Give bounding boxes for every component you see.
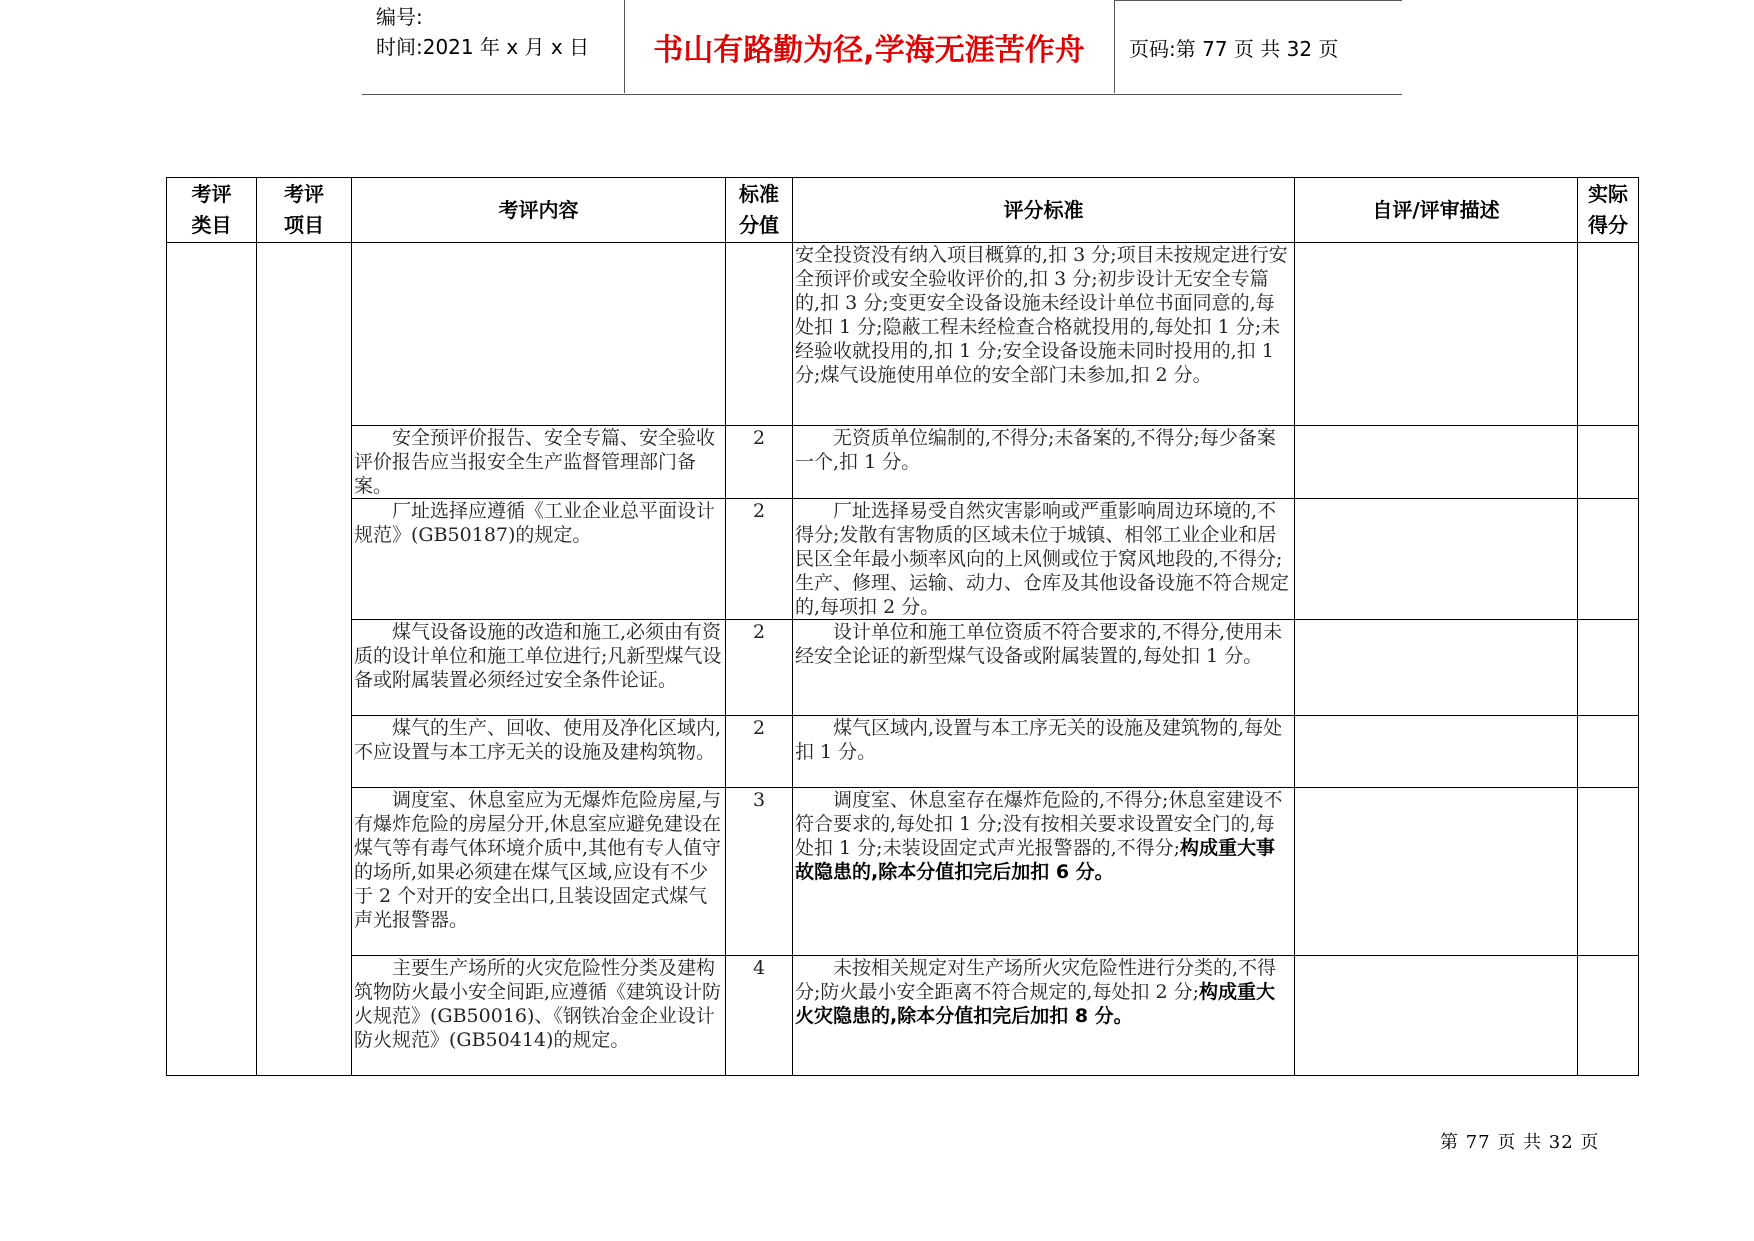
table-header-row bbox=[167, 178, 1639, 243]
header-self-review: 自评/评审描述 bbox=[1295, 178, 1578, 243]
criteria-text: 无资质单位编制的,不得分;未备案的,不得分;每少备案一个,扣 1 分。 bbox=[795, 427, 1276, 473]
content-cell bbox=[352, 243, 726, 426]
self-review-cell bbox=[1295, 426, 1578, 499]
header-page-label: 页码:第 77 页 共 32 页 bbox=[1115, 0, 1402, 93]
criteria-cell bbox=[793, 716, 1295, 788]
criteria-cell bbox=[793, 788, 1295, 956]
table-row bbox=[167, 716, 1639, 788]
criteria-cell bbox=[793, 243, 1295, 426]
score-cell: 2 bbox=[726, 716, 793, 788]
criteria-bold-text: 构成重大事故隐患的,除本分值扣完后加扣 6 分。 bbox=[795, 837, 1276, 883]
category-cell bbox=[167, 243, 257, 1076]
header-category: 考评类目 bbox=[167, 178, 257, 243]
score-cell bbox=[726, 243, 793, 426]
criteria-text: 未按相关规定对生产场所火灾危险性进行分类的,不得分;防火最小安全距离不符合规定的,每处扣 2 分; bbox=[795, 957, 1277, 1003]
actual-score-cell bbox=[1578, 716, 1639, 788]
content-cell: 煤气的生产、回收、使用及净化区域内,不应设置与本工序无关的设施及建构筑物。 bbox=[352, 716, 726, 788]
self-review-cell bbox=[1295, 788, 1578, 956]
item-cell bbox=[257, 243, 352, 1076]
table-row bbox=[167, 426, 1639, 499]
self-review-cell bbox=[1295, 243, 1578, 426]
self-review-cell bbox=[1295, 499, 1578, 620]
page-footer: 第 77 页 共 32 页 bbox=[1440, 1132, 1600, 1153]
self-review-cell bbox=[1295, 620, 1578, 716]
content-cell: 厂址选择应遵循《工业企业总平面设计规范》(GB50187)的规定。 bbox=[352, 499, 726, 620]
criteria-cell bbox=[793, 426, 1295, 499]
table-row bbox=[167, 243, 1639, 426]
number-label: 编号: bbox=[376, 5, 423, 29]
header-actual-score: 实际得分 bbox=[1578, 178, 1639, 243]
criteria-cell bbox=[793, 956, 1295, 1076]
actual-score-cell bbox=[1578, 956, 1639, 1076]
header-content: 考评内容 bbox=[352, 178, 726, 243]
table-row bbox=[167, 956, 1639, 1076]
self-review-cell bbox=[1295, 956, 1578, 1076]
header-motto: 书山有路勤为径,学海无涯苦作舟 bbox=[624, 0, 1115, 93]
page-header bbox=[362, 0, 1402, 95]
content-cell: 安全预评价报告、安全专篇、安全验收评价报告应当报安全生产监督管理部门备案。 bbox=[352, 426, 726, 499]
header-meta bbox=[362, 0, 625, 93]
header-criteria: 评分标准 bbox=[793, 178, 1295, 243]
table-row bbox=[167, 620, 1639, 716]
score-cell: 3 bbox=[726, 788, 793, 956]
content-cell: 煤气设备设施的改造和施工,必须由有资质的设计单位和施工单位进行;凡新型煤气设备或附属装置必须经过安全条件论证。 bbox=[352, 620, 726, 716]
score-cell: 4 bbox=[726, 956, 793, 1076]
actual-score-cell bbox=[1578, 499, 1639, 620]
criteria-text: 厂址选择易受自然灾害影响或严重影响周边环境的,不得分;发散有害物质的区域未位于城镇、相邻工业企业和居民区全年最小频率风向的上风侧或位于窝风地段的,不得分;生产、修理、运输、动力、仓库及其他设备设施不符合规定的,每项扣 2 分。 bbox=[795, 500, 1290, 618]
score-cell: 2 bbox=[726, 620, 793, 716]
criteria-text: 调度室、休息室存在爆炸危险的,不得分;休息室建设不符合要求的,每处扣 1 分;没有按相关要求设置安全门的,每处扣 1 分;未装设固定式声光报警器的,不得分; bbox=[795, 789, 1283, 859]
criteria-text: 煤气区域内,设置与本工序无关的设施及建筑物的,每处扣 1 分。 bbox=[795, 717, 1283, 763]
score-cell: 2 bbox=[726, 499, 793, 620]
criteria-text: 安全投资没有纳入项目概算的,扣 3 分;项目未按规定进行安全预评价或安全验收评价的,扣 3 分;初步设计无安全专篇的,扣 3 分;变更安全设备设施未经设计单位书面同意的,每处扣 1 分;隐蔽工程未经检查合格就投用的,每处扣 1 分;未经验收就投用的,扣 1 分;安全设备设施未同时投用的,扣 1 分;煤气设施使用单位的安全部门未参加,扣 2 分。 bbox=[795, 244, 1288, 386]
criteria-bold-text: 构成重大火灾隐患的,除本分值扣完后加扣 8 分。 bbox=[795, 981, 1276, 1027]
table-row bbox=[167, 788, 1639, 956]
score-cell: 2 bbox=[726, 426, 793, 499]
actual-score-cell bbox=[1578, 788, 1639, 956]
time-label: 时间:2021 年 x 月 x 日 bbox=[376, 35, 590, 59]
content-cell: 调度室、休息室应为无爆炸危险房屋,与有爆炸危险的房屋分开,休息室应避免建设在煤气等有毒气体环境介质中,其他有专人值守的场所,如果必须建在煤气区域,应设有不少于 2 个对开的安全出口,且装设固定式煤气声光报警器。 bbox=[352, 788, 726, 956]
actual-score-cell bbox=[1578, 243, 1639, 426]
actual-score-cell bbox=[1578, 426, 1639, 499]
criteria-cell bbox=[793, 620, 1295, 716]
actual-score-cell bbox=[1578, 620, 1639, 716]
evaluation-table bbox=[166, 177, 1639, 1076]
header-item: 考评项目 bbox=[257, 178, 352, 243]
table-row bbox=[167, 499, 1639, 620]
content-cell: 主要生产场所的火灾危险性分类及建构筑物防火最小安全间距,应遵循《建筑设计防火规范》(GB50016)、《钢铁冶金企业设计防火规范》(GB50414)的规定。 bbox=[352, 956, 726, 1076]
self-review-cell bbox=[1295, 716, 1578, 788]
criteria-text: 设计单位和施工单位资质不符合要求的,不得分,使用未经安全论证的新型煤气设备或附属装置的,每处扣 1 分。 bbox=[795, 621, 1283, 667]
criteria-cell bbox=[793, 499, 1295, 620]
header-standard-score: 标准分值 bbox=[726, 178, 793, 243]
